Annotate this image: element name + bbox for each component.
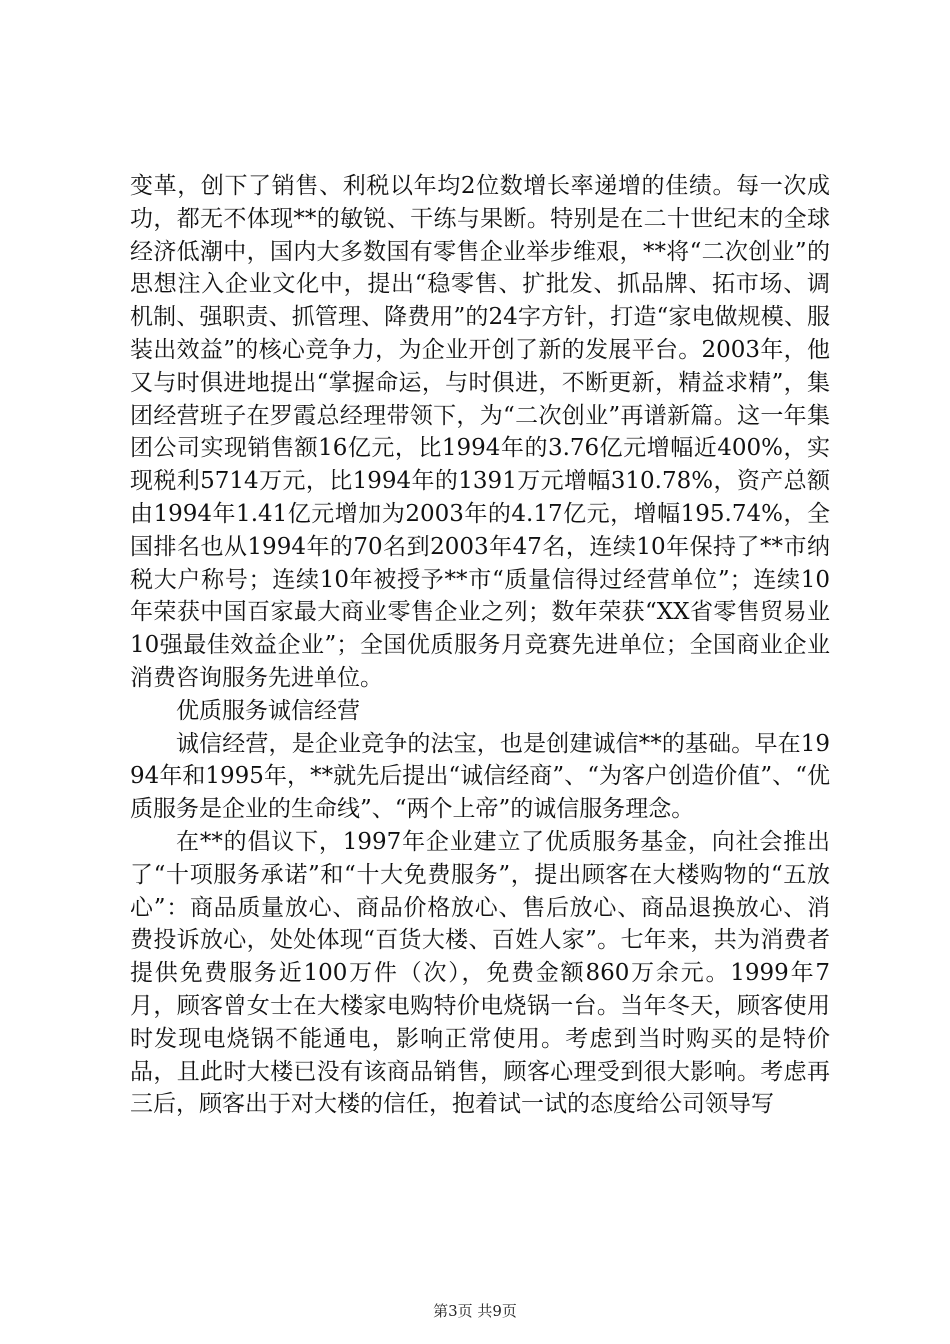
paragraph-service-fund: 在**的倡议下，1997年企业建立了优质服务基金，向社会推出了“十项服务承诺”和“十大免费服务”，提出顾客在大楼购物的“五放心”：商品质量放心、商品价格放心、售后放心、商品退换放心、消费投诉放心，处处体现“百货大楼、百姓人家”。七年来，共为消费者提供免费服务近100万件（次），免费金额860万余元。1999年7月，顾客曾女士在大楼家电购特价电烧锅一台。当年冬天，顾客使用时发现电烧锅不能通电，影响正常使用。考虑到当时购买的是特价品，且此时大楼已没有该商品销售，顾客心理受到很大影响。考虑再三后，顾客出于对大楼的信任，抱着试一试的态度给公司领导写 <box>130 828 830 1118</box>
paragraph-integrity: 诚信经营，是企业竞争的法宝，也是创建诚信**的基础。早在1994年和1995年，**就先后提出“诚信经商”、“为客户创造价值”、“优质服务是企业的生命线”、“两个上帝”的诚信服务理念。 <box>130 730 830 823</box>
document-body <box>130 170 830 1121</box>
page-footer: 第3页 共9页 <box>433 1302 517 1320</box>
section-heading: 优质服务诚信经营 <box>176 697 360 724</box>
paragraph-continuation: 变革，创下了销售、利税以年均2位数增长率递增的佳绩。每一次成功，都无不体现**的敏锐、干练与果断。特别是在二十世纪末的全球经济低潮中，国内大多数国有零售企业举步维艰，**将“二次创业”的思想注入企业文化中，提出“稳零售、扩批发、抓品牌、拓市场、调机制、强职责、抓管理、降费用”的24字方针，打造“家电做规模、服装出效益”的核心竞争力，为企业开创了新的发展平台。2003年，他又与时俱进地提出“掌握命运，与时俱进，不断更新，精益求精”，集团经营班子在罗霞总经理带领下，为“二次创业”再谱新篇。这一年集团公司实现销售额16亿元，比1994年的3.76亿元增幅近400%，实现税利5714万元，比1994年的1391万元增幅310.78%，资产总额由1994年1.41亿元增加为2003年的4.17亿元，增幅195.74%，全国排名也从1994年的70名到2003年47名，连续10年保持了**市纳税大户称号；连续10年被授予**市“质量信得过经营单位”；连续10年荣获中国百家最大商业零售企业之列；数年荣获“XX省零售贸易业10强最佳效益企业”；全国优质服务月竞赛先进单位；全国商业企业消费咨询服务先进单位。 <box>130 173 830 691</box>
